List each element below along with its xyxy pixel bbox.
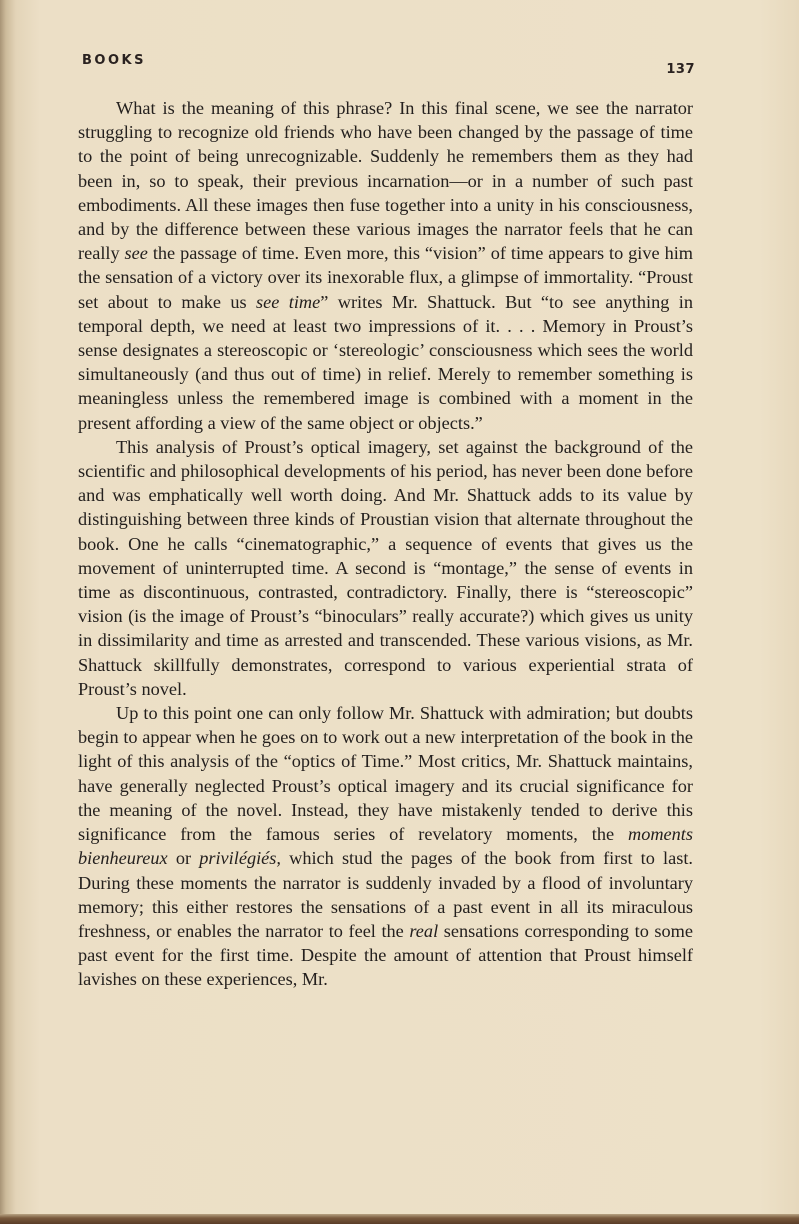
text-run: sensations corresponding to some past event for the first time. Despite the amount of attention that Proust himself lavishes on these experiences, Mr. bbox=[78, 920, 693, 990]
text-run: the passage of time. Even more, this “vision” of time appears to give him the sensation of a victory over its inexorable flux, a glimpse of immortality. “Proust set about to make us bbox=[78, 243, 694, 312]
italic-run: see time bbox=[256, 291, 321, 312]
text-run: Up to this point one can only follow Mr. Shattuck with admiration; but doubts begin to appear when he goes on to work out a new interpretation of the book in the light of this analysis of the “optics of Time.” Most critics, Mr. Shattuck maintains, have generally neglected Proust’s optical imagery and its crucial significance for the meaning of the novel. Instead, they have mistakenly tended to derive this significance from the famous series of revelatory moments, the bbox=[78, 703, 693, 845]
paragraph-3 bbox=[78, 701, 693, 991]
body-text bbox=[78, 96, 693, 992]
running-head: BOOKS bbox=[82, 53, 146, 68]
text-run: ” writes Mr. Shattuck. But “to see anything in temporal depth, we need at least two impressions of it. . . . Memory in Proust’s sense designates a stereoscopic or ‘stereologic’ consciousness which sees the world simultaneously (and thus out of time) in relief. Merely to remember something is meaningless unless the remembered image is combined with a moment in the present affording a view of the same object or objects.” bbox=[78, 291, 694, 433]
italic-run: real bbox=[409, 920, 439, 941]
italic-run: see bbox=[124, 243, 148, 264]
paragraph-1 bbox=[78, 96, 693, 435]
page-number: 137 bbox=[666, 62, 695, 77]
paragraph-2 bbox=[78, 435, 693, 701]
text-run: This analysis of Proust’s optical imagery, set against the background of the scientific and philosophical developments of his period, has never been done before and was emphatically well worth doing. And Mr. Shattuck adds to its value by distinguishing between three kinds of Proustian vision that alternate throughout the book. One he calls “cinematographic,” a sequence of events that gives us the movement of uninterrupted time. A second is “montage,” the sense of events in time as discontinuous, contrasted, contradictory. Finally, there is “stereoscopic” vision (is the image of Proust’s “binoculars” really accurate?) which gives us unity in dissimilarity and time as arrested and transcended. These various visions, as Mr. Shattuck skillfully demonstrates, correspond to various experiential strata of Proust’s novel. bbox=[78, 436, 693, 699]
text-run: What is the meaning of this phrase? In this final scene, we see the narrator struggling to recognize old friends who have been changed by the passage of time to the point of being unrecognizable. Suddenly he remembers them as they had been in, so to speak, their previous incarnation—or in a number of such past embodiments. All these images then fuse together into a unity in his consciousness, and by the difference between these various images the narrator feels that he can really bbox=[78, 98, 693, 264]
italic-run: privilégiés, bbox=[199, 848, 281, 869]
text-run: or bbox=[167, 848, 200, 869]
page-edge bbox=[0, 1214, 799, 1224]
text-run: which stud the pages of the book from first to last. During these moments the narrator is suddenly invaded by a flood of involuntary memory; this either restores the sensations of a past event in all its miraculous freshness, or enables the narrator to feel the bbox=[78, 848, 693, 941]
italic-run: moments bienheureux bbox=[78, 824, 693, 869]
